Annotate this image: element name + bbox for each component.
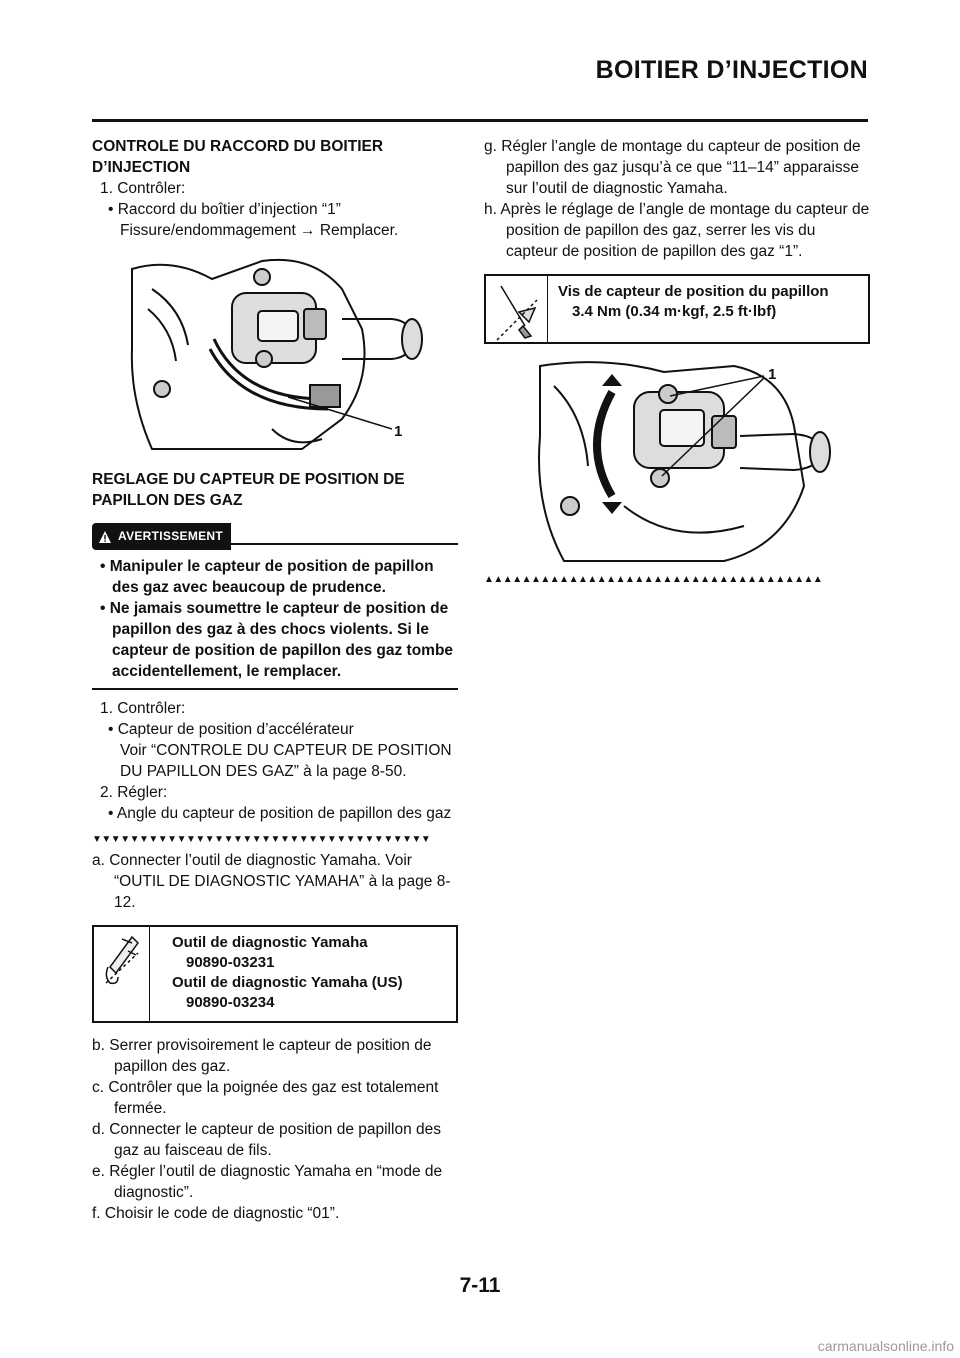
- tool-number: 90890-03234: [186, 994, 275, 1011]
- torque-wrench-icon: [495, 282, 539, 342]
- warning-rule: [231, 543, 458, 545]
- tool-text: [150, 927, 456, 1021]
- right-column: [484, 136, 870, 590]
- substep-h: h. Après le réglage de l’angle de montage du capteur de position de papillon des gaz, serrer les vis du capteur de position de papillon des gaz “1”.: [484, 201, 870, 260]
- substep-g: g. Régler l’angle de montage du capteur de position de papillon des gaz jusqu’à ce que “11–14” apparaisse sur l’outil de diagnostic Yamaha.: [484, 138, 861, 197]
- substep-c: c. Contrôler que la poignée des gaz est totalement fermée.: [92, 1079, 439, 1117]
- section-title-reglage: REGLAGE DU CAPTEUR DE POSITION DE PAPILLON DES GAZ: [92, 471, 405, 509]
- warning-item-2: • Ne jamais soumettre le capteur de position de papillon des gaz à des chocs violents. Si le capteur de position de papillon des gaz tombe accidentellement, le remplacer.: [100, 600, 454, 680]
- reference-text: Voir “CONTROLE DU CAPTEUR DE POSITION DU PAPILLON DES GAZ” à la page 8-50.: [120, 742, 452, 780]
- photo-callout-1: 1: [768, 366, 777, 383]
- page-title: BOITIER D’INJECTION: [595, 56, 868, 84]
- warning-badge: [92, 523, 231, 550]
- photo-injection-joint: [92, 249, 458, 459]
- substep-f: f. Choisir le code de diagnostic “01”.: [92, 1205, 340, 1222]
- substep-e: e. Régler l’outil de diagnostic Yamaha en “mode de diagnostic”.: [92, 1163, 443, 1201]
- substep-b: b. Serrer provisoirement le capteur de position de papillon des gaz.: [92, 1037, 432, 1075]
- photo-callout-1: 1: [394, 423, 403, 440]
- tool-icon-cell: [94, 927, 150, 1021]
- photo-tps-adjust: [484, 356, 870, 566]
- warning-item-1: • Manipuler le capteur de position de papillon des gaz avec beaucoup de prudence.: [100, 558, 434, 596]
- warning-triangle-icon: [98, 530, 112, 544]
- tool-box: [92, 925, 458, 1023]
- header-rule: [92, 119, 868, 122]
- watermark: carmanualsonline.info: [817, 1338, 954, 1354]
- bullet-text: • Raccord du boîtier d’injection “1”: [108, 201, 341, 218]
- tool-number: 90890-03231: [186, 954, 275, 971]
- torque-text: [548, 276, 868, 342]
- torque-value: 3.4 Nm (0.34 m·kgf, 2.5 ft·lbf): [572, 303, 777, 320]
- bullet-text: • Angle du capteur de position de papillon des gaz: [108, 805, 452, 822]
- engine-illustration-1: [92, 249, 458, 459]
- step-text: 2. Régler:: [100, 784, 168, 801]
- tool-name: Outil de diagnostic Yamaha (US): [172, 974, 403, 991]
- warning-body: [92, 550, 458, 690]
- end-arrows: ▲▲▲▲▲▲▲▲▲▲▲▲▲▲▲▲▲▲▲▲▲▲▲▲▲▲▲▲▲▲▲▲▲▲▲▲: [484, 574, 823, 585]
- torque-icon-cell: [486, 276, 548, 342]
- tool-name: Outil de diagnostic Yamaha: [172, 934, 368, 951]
- start-arrows: ▼▼▼▼▼▼▼▼▼▼▼▼▼▼▼▼▼▼▼▼▼▼▼▼▼▼▼▼▼▼▼▼▼▼▼▼: [92, 834, 431, 845]
- torque-box: [484, 274, 870, 344]
- engine-illustration-2: [484, 356, 870, 566]
- step-text: 1. Contrôler:: [100, 700, 186, 717]
- section-title-raccord: CONTROLE DU RACCORD DU BOITIER D’INJECTION: [92, 138, 384, 176]
- left-column: [92, 136, 458, 1224]
- substep-a: a. Connecter l’outil de diagnostic Yamaha. Voir “OUTIL DE DIAGNOSTIC YAMAHA” à la page 8-12.: [92, 852, 451, 911]
- wrench-icon: [102, 933, 142, 987]
- substep-d: d. Connecter le capteur de position de papillon des gaz au faisceau de fils.: [92, 1121, 441, 1159]
- instruction-text: Fissure/endommagement → Remplacer.: [120, 222, 399, 239]
- torque-name: Vis de capteur de position du papillon: [558, 283, 829, 300]
- warning-label: AVERTISSEMENT: [118, 529, 224, 543]
- warning-header: [92, 523, 458, 550]
- bullet-text: • Capteur de position d’accélérateur: [108, 721, 354, 738]
- step-text: 1. Contrôler:: [100, 180, 186, 197]
- page-number: 7-11: [459, 1274, 501, 1297]
